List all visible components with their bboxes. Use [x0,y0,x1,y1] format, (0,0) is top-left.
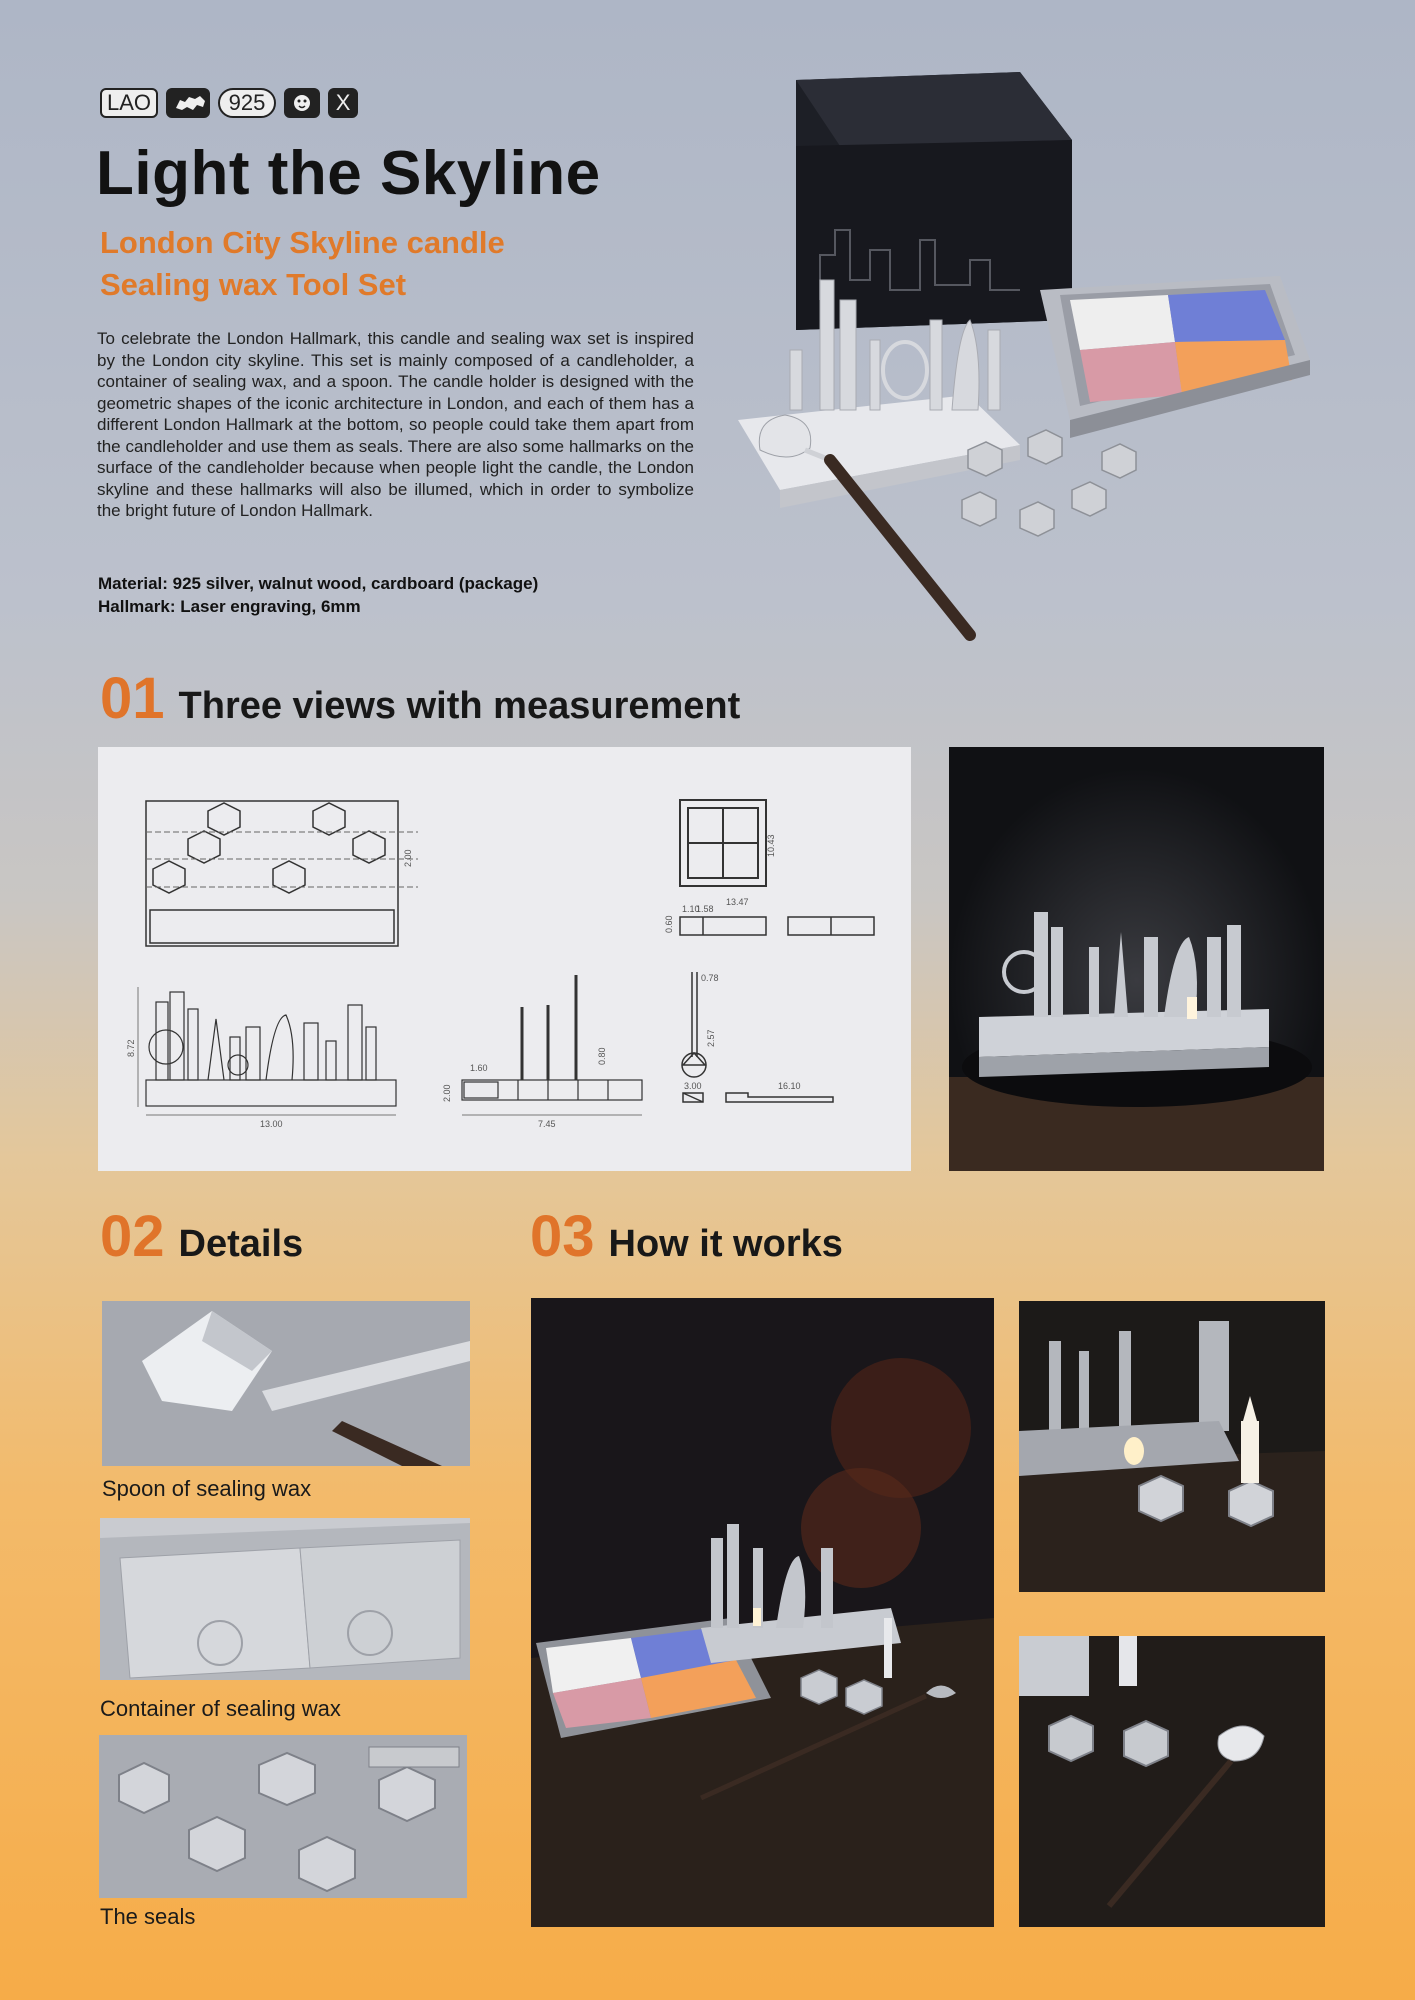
container-detail-image [100,1518,470,1680]
dim-top-height: 2.00 [403,849,413,867]
dim-spoon-base: 3.00 [684,1081,702,1091]
lion-hallmark-icon [166,88,210,118]
description-text: To celebrate the London Hallmark, this candle and sealing wax set is inspired by the London city skyline. This set is mainly composed of a candleholder, a container of sealing wax, and a spoon. The candle holder is designed with the geometric shapes of the iconic architecture in London, and each of them has a different London Hallmark at the bottom, so people could take them apart from the candleholder and use them as seals. There are also some hallmarks on the surface of the candleholder because when people light the candle, the London skyline and these hallmarks will also be illumed, which in order to symbolize the bright future of London Hallmark. [97,329,694,520]
dim-skyline-height: 8.72 [126,1039,136,1057]
technical-drawing-panel [98,747,911,1171]
section-number: 02 [100,1204,165,1269]
hero-product-image [720,50,1340,650]
section-number: 01 [100,666,165,731]
section-title: How it works [608,1223,843,1265]
detail-caption-container: Container of sealing wax [100,1696,341,1721]
dim-side-height: 2.00 [442,1084,452,1102]
dim-skyline-width: 13.00 [260,1119,283,1129]
section-number: 03 [530,1204,595,1269]
dim-tray-small2: 1.10 [682,904,700,914]
dim-tray-small: 1.58 [696,904,714,914]
dim-spoon-top: 0.78 [701,973,719,983]
how-it-works-main-image [531,1298,994,1927]
how-it-works-candle-image [1019,1301,1325,1592]
maker-mark: LAO [100,88,158,118]
dim-spoon-mid: 2.57 [706,1029,716,1047]
subtitle [100,222,660,306]
material-spec: Material: 925 silver, walnut wood, cardboard (package) [98,574,539,593]
dim-spoon-len: 16.10 [778,1081,801,1091]
dim-tray-width: 13.47 [726,897,749,907]
subtitle-line-2: Sealing wax Tool Set [100,267,407,302]
page-title: Light the Skyline [96,139,601,208]
subtitle-line-1: London City Skyline candle [100,225,505,260]
dim-tray-depth: 0.60 [664,915,674,933]
hallmark-strip [100,88,358,118]
hallmark-spec: Hallmark: Laser engraving, 6mm [98,597,361,616]
section-01-heading [100,665,740,732]
section-03-heading [530,1203,843,1270]
spoon-detail-image [102,1301,470,1466]
how-it-works-stamping-image [1019,1636,1325,1927]
fineness-mark: 925 [218,88,276,118]
section-02-heading [100,1203,303,1270]
candleholder-lit-image [949,747,1324,1171]
dim-side-length: 7.45 [538,1119,556,1129]
dim-side-width: 1.60 [470,1063,488,1073]
section-title: Three views with measurement [178,685,741,727]
detail-caption-seals: The seals [100,1904,196,1929]
section-title: Details [178,1223,304,1265]
detail-caption-spoon: Spoon of sealing wax [102,1476,312,1501]
leopard-head-icon [284,88,320,118]
dim-pin-height: 0.80 [597,1047,607,1065]
seals-detail-image [99,1735,467,1898]
dim-tray-side: 10.43 [766,834,776,857]
date-letter-mark: X [328,88,358,118]
